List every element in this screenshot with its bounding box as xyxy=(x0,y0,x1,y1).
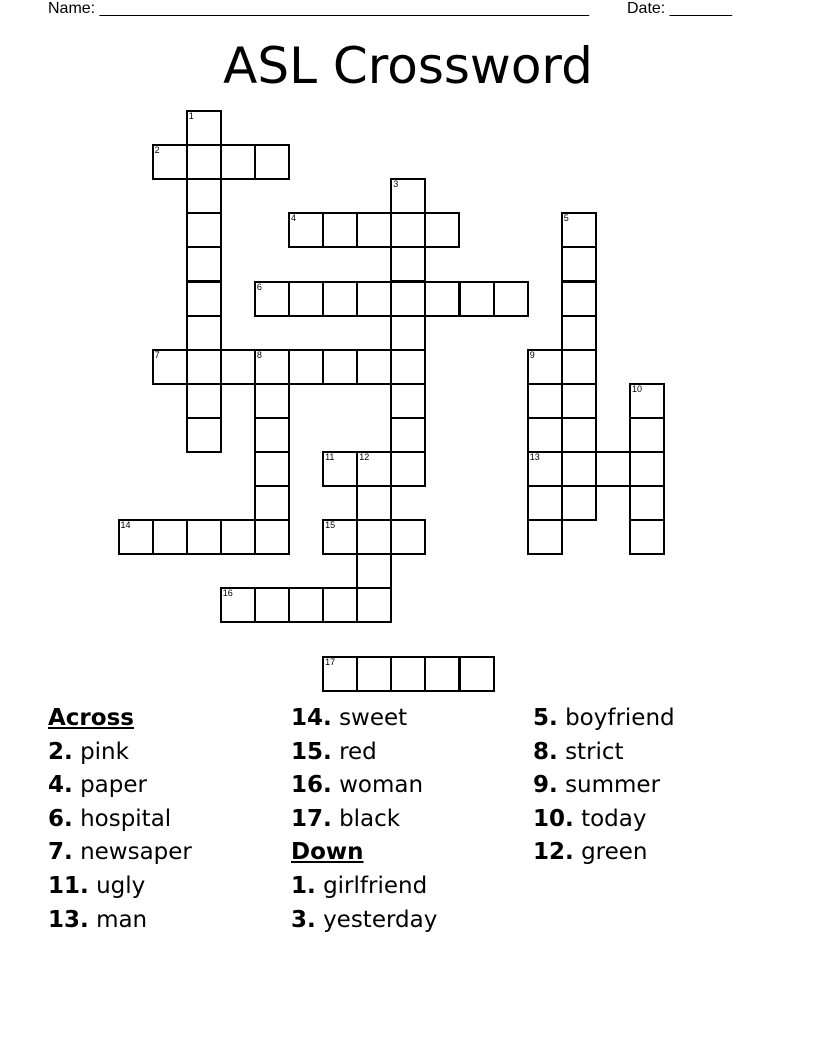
grid-cell xyxy=(186,178,222,214)
clue-item xyxy=(48,836,288,870)
clue-item-text: hospital xyxy=(80,805,172,832)
clue-item-number: 7. xyxy=(48,839,73,866)
grid-cell xyxy=(356,212,392,248)
grid-cell xyxy=(356,656,392,692)
clue-number: 10 xyxy=(632,383,643,394)
clue-item-number: 9. xyxy=(533,772,558,799)
grid-cell xyxy=(322,656,358,692)
grid-cell xyxy=(254,281,290,317)
name-field: Name: _______________________________________________________ xyxy=(48,0,589,17)
clue-item-number: 2. xyxy=(48,738,73,765)
clue-item-number: 3. xyxy=(291,906,316,933)
clue-item xyxy=(48,803,288,837)
clue-item-number: 5. xyxy=(533,705,558,731)
grid-cell xyxy=(561,246,597,282)
grid-cell xyxy=(186,281,222,317)
clue-item-number: 8. xyxy=(533,738,558,765)
clue-number: 14 xyxy=(120,520,131,531)
clue-item-number: 13. xyxy=(48,906,89,933)
grid-cell xyxy=(288,212,324,248)
grid-cell xyxy=(356,553,392,589)
grid-cell xyxy=(527,383,563,419)
clue-item-text: paper xyxy=(80,772,147,799)
grid-cell xyxy=(288,281,324,317)
clue-item-number: 6. xyxy=(48,805,73,832)
clue-number: 9 xyxy=(529,349,535,360)
clue-number: 11 xyxy=(325,452,335,462)
clue-item xyxy=(291,904,531,938)
grid-cell xyxy=(424,281,460,317)
clue-number: 2 xyxy=(154,145,160,156)
clue-item-text: sweet xyxy=(339,705,408,731)
grid-cell xyxy=(322,349,358,385)
grid-cell xyxy=(390,417,426,453)
clue-number: 3 xyxy=(393,179,399,190)
clue-item-text: strict xyxy=(565,738,624,765)
clue-item-text: green xyxy=(581,839,648,866)
grid-cell xyxy=(288,587,324,623)
clue-number: 12 xyxy=(359,452,370,462)
grid-cell xyxy=(390,656,426,692)
clue-item-text: today xyxy=(581,805,647,832)
grid-cell xyxy=(493,281,529,317)
clue-column-1 xyxy=(48,702,288,937)
grid-cell xyxy=(561,212,597,248)
clue-number: 1 xyxy=(188,111,194,121)
clue-item xyxy=(533,736,773,770)
grid-cell xyxy=(629,519,665,555)
clue-item-number: 11. xyxy=(48,872,89,899)
clue-number: 4 xyxy=(291,213,297,224)
clue-item-text: ugly xyxy=(96,872,146,899)
date-field: Date: _______ xyxy=(627,0,732,17)
grid-cell xyxy=(186,246,222,282)
grid-cell xyxy=(424,212,460,248)
grid-cell xyxy=(390,178,426,214)
clue-item xyxy=(291,769,531,803)
clue-number: 5 xyxy=(563,213,569,224)
grid-cell xyxy=(288,349,324,385)
clue-item xyxy=(291,803,531,837)
grid-cell xyxy=(390,212,426,248)
grid-cell xyxy=(186,144,222,180)
grid-cell xyxy=(152,519,188,555)
clue-item-text: boyfriend xyxy=(565,705,675,731)
clue-item-number: 12. xyxy=(533,839,574,866)
grid-cell xyxy=(254,349,290,385)
grid-cell xyxy=(527,349,563,385)
grid-cell xyxy=(390,315,426,351)
clue-number: 6 xyxy=(256,281,262,292)
grid-cell xyxy=(561,383,597,419)
grid-cell xyxy=(220,587,256,623)
grid-cell xyxy=(322,587,358,623)
clue-item-number: 17. xyxy=(291,805,332,832)
clue-column-2 xyxy=(291,702,531,937)
clue-item-number: 10. xyxy=(533,805,574,832)
grid-cell xyxy=(527,519,563,555)
grid-cell xyxy=(220,349,256,385)
grid-cell xyxy=(152,349,188,385)
grid-cell xyxy=(186,212,222,248)
clue-item xyxy=(291,702,531,736)
clue-number: 8 xyxy=(256,349,262,360)
clue-item-number: 1. xyxy=(291,872,316,899)
grid-cell xyxy=(595,451,631,487)
grid-cell xyxy=(322,212,358,248)
clue-number: 16 xyxy=(222,588,233,599)
clue-number: 15 xyxy=(325,520,336,531)
grid-cell xyxy=(561,281,597,317)
grid-cell xyxy=(527,417,563,453)
grid-cell xyxy=(356,587,392,623)
grid-cell xyxy=(561,417,597,453)
clue-item xyxy=(533,803,773,837)
clue-item xyxy=(48,769,288,803)
grid-cell xyxy=(390,451,426,487)
clue-item-number: 15. xyxy=(291,738,332,765)
grid-cell xyxy=(390,349,426,385)
grid-cell xyxy=(356,349,392,385)
grid-cell xyxy=(424,656,460,692)
clue-number: 7 xyxy=(154,349,160,360)
clue-item xyxy=(48,736,288,770)
grid-cell xyxy=(561,315,597,351)
grid-cell xyxy=(254,519,290,555)
clue-item xyxy=(533,702,773,736)
clue-item-text: black xyxy=(339,805,401,832)
grid-cell xyxy=(220,519,256,555)
grid-cell xyxy=(254,451,290,487)
grid-cell xyxy=(629,451,665,487)
grid-cell xyxy=(561,451,597,487)
clue-column-3 xyxy=(533,702,773,870)
grid-cell xyxy=(186,519,222,555)
clue-item-text: summer xyxy=(565,772,661,799)
grid-cell xyxy=(254,383,290,419)
grid-cell xyxy=(356,519,392,555)
clue-item-number: 14. xyxy=(291,705,332,731)
clue-item xyxy=(48,904,288,938)
clue-section-heading: Down xyxy=(291,839,364,866)
grid-cell xyxy=(254,587,290,623)
grid-cell xyxy=(356,485,392,521)
grid-cell xyxy=(356,451,392,487)
clue-item-number: 16. xyxy=(291,772,332,799)
clue-item-text: woman xyxy=(339,772,424,799)
grid-cell xyxy=(152,144,188,180)
grid-cell xyxy=(390,246,426,282)
clue-number: 13 xyxy=(529,452,540,462)
clue-item xyxy=(291,870,531,904)
clue-section-heading: Across xyxy=(48,705,134,731)
grid-cell xyxy=(390,383,426,419)
grid-cell xyxy=(459,656,495,692)
clue-item-text: man xyxy=(96,906,148,933)
clue-item-text: girlfriend xyxy=(323,872,428,899)
grid-cell xyxy=(322,451,358,487)
clue-number: 17 xyxy=(325,656,336,667)
grid-cell xyxy=(629,417,665,453)
clue-item xyxy=(48,870,288,904)
clue-item-text: newsaper xyxy=(80,839,192,866)
grid-cell xyxy=(254,485,290,521)
grid-cell xyxy=(254,144,290,180)
clue-item xyxy=(533,769,773,803)
grid-cell xyxy=(629,485,665,521)
grid-cell xyxy=(322,281,358,317)
grid-cell xyxy=(322,519,358,555)
grid-cell xyxy=(390,281,426,317)
grid-cell xyxy=(220,144,256,180)
clue-item xyxy=(533,836,773,870)
grid-cell xyxy=(459,281,495,317)
grid-cell xyxy=(186,349,222,385)
grid-cell xyxy=(629,383,665,419)
grid-cell xyxy=(186,110,222,146)
grid-cell xyxy=(561,485,597,521)
clue-item-text: pink xyxy=(80,738,129,765)
grid-cell xyxy=(186,417,222,453)
grid-cell xyxy=(254,417,290,453)
grid-cell xyxy=(186,383,222,419)
grid-cell xyxy=(527,485,563,521)
clue-item-text: yesterday xyxy=(323,906,438,933)
clue-item-text: red xyxy=(339,738,377,765)
page-title: ASL Crossword xyxy=(223,37,593,95)
grid-cell xyxy=(527,451,563,487)
clue-item xyxy=(291,736,531,770)
grid-cell xyxy=(561,349,597,385)
grid-cell xyxy=(356,281,392,317)
grid-cell xyxy=(118,519,154,555)
grid-cell xyxy=(186,315,222,351)
grid-cell xyxy=(390,519,426,555)
clue-item-number: 4. xyxy=(48,772,73,799)
